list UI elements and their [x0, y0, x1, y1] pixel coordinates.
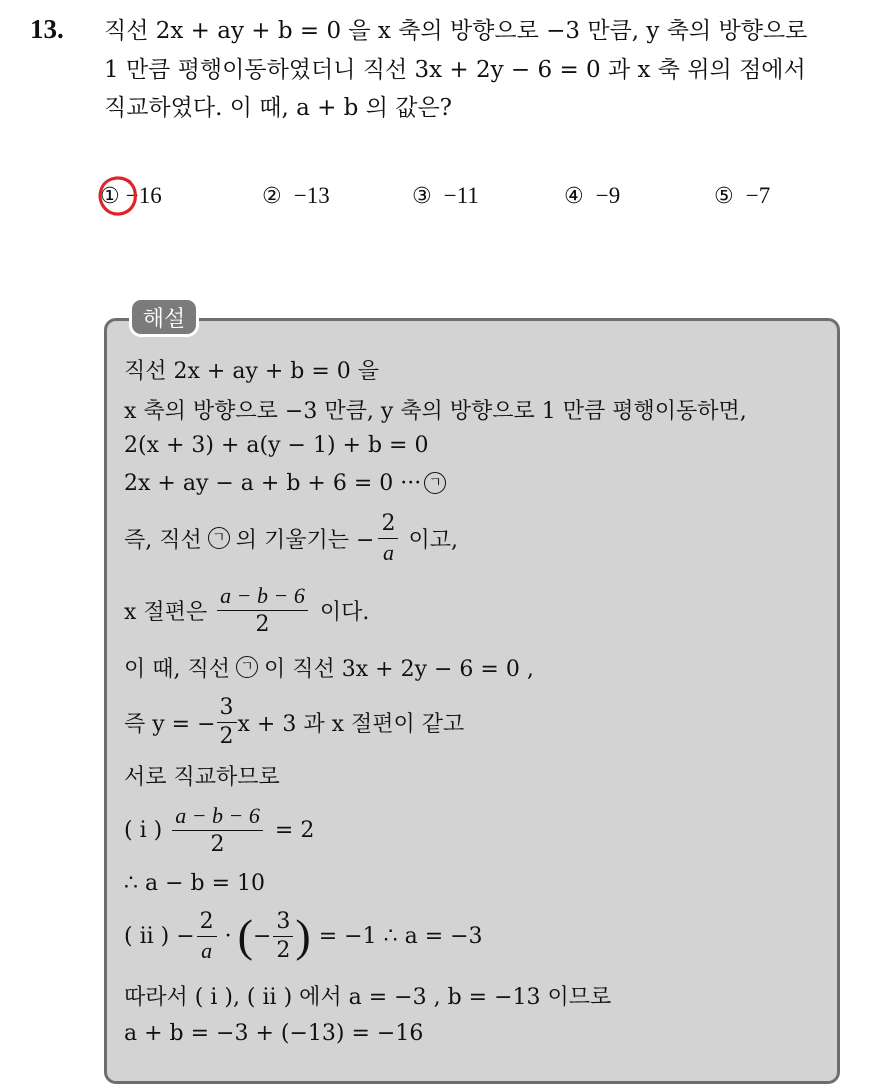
fraction-numerator: 2 [197, 910, 217, 936]
fraction-condition-i [172, 804, 263, 855]
fraction-numerator: 2 [378, 512, 398, 538]
solution-line-3: 2(x + 3) + a(y − 1) + b = 0 [124, 432, 429, 458]
solution-line-5 [124, 508, 458, 568]
solution-line-6-pre: x 절편은 [124, 599, 208, 625]
solution-line-1: 직선 2x + ay + b = 0 을 [124, 358, 380, 384]
question-line-3: 직교하였다. 이 때, a + b 의 값은? [104, 95, 453, 121]
choice-1[interactable] [100, 178, 162, 214]
choice-2[interactable] [262, 178, 330, 214]
choice-2-marker: ② [262, 183, 282, 209]
solution-line-10 [124, 800, 314, 860]
solution-line-13: 따라서 ( i ), ( ii ) 에서 a = −3 , b = −13 이므로 [124, 984, 612, 1010]
circle-giyeok-label: ㄱ [424, 472, 446, 494]
solution-line-12-post: = −1 ∴ a = −3 [318, 923, 483, 949]
choice-4-marker: ④ [564, 183, 584, 209]
fraction-denominator: a [382, 539, 394, 565]
choice-2-value: −13 [293, 183, 330, 208]
solution-line-7-post: 이 직선 3x + 2y − 6 = 0 , [264, 656, 534, 682]
fraction-3-over-2 [217, 696, 237, 747]
answer-choices [100, 178, 800, 218]
choice-5-marker: ⑤ [714, 183, 734, 209]
dot-operator: · [224, 923, 232, 949]
left-paren: ( [237, 910, 253, 961]
choice-5[interactable] [714, 178, 770, 214]
fraction-numerator: a − b − 6 [217, 584, 308, 610]
solution-line-4 [124, 466, 449, 500]
question-line-2: 1 만큼 평행이동하였더니 직선 3x + 2y − 6 = 0 과 x 축 위의 점에서 [104, 57, 806, 83]
solution-line-6 [124, 580, 369, 640]
solution-line-2: x 축의 방향으로 −3 만큼, y 축의 방향으로 1 만큼 평행이동하면, [124, 398, 747, 424]
minus-sign: − [252, 923, 272, 949]
solution-line-7 [124, 650, 534, 684]
choice-4[interactable] [564, 178, 620, 214]
solution-line-4-text: 2x + ay − a + b + 6 = 0 ··· [124, 470, 422, 496]
choice-3[interactable] [412, 178, 479, 214]
solution-line-7-pre: 이 때, 직선 [124, 656, 230, 682]
fraction-x-intercept [217, 584, 308, 635]
question-line-1: 직선 2x + ay + b = 0 을 x 축의 방향으로 −3 만큼, y 축의 방향으로 [104, 18, 808, 44]
solution-line-5-mid: 의 기울기는 − [235, 527, 375, 553]
solution-line-10-pre: ( i ) [124, 817, 163, 843]
fraction-denominator: 2 [219, 723, 234, 749]
fraction-2-over-a [197, 910, 217, 961]
choice-3-value: −11 [443, 183, 479, 208]
fraction-denominator: 2 [276, 937, 291, 963]
fraction-numerator: 3 [273, 910, 293, 936]
fraction-denominator: 2 [255, 611, 270, 637]
solution-line-5-post: 이고, [408, 527, 458, 553]
fraction-denominator: 2 [210, 831, 225, 857]
choice-1-value: −16 [125, 183, 162, 208]
solution-line-10-post: = 2 [274, 817, 315, 843]
solution-line-12-pre: ( ii ) − [124, 923, 195, 949]
circle-giyeok-label: ㄱ [236, 656, 258, 678]
solution-line-5-pre: 즉, 직선 [124, 527, 202, 553]
solution-line-9: 서로 직교하므로 [124, 764, 280, 790]
solution-line-14: a + b = −3 + (−13) = −16 [124, 1020, 424, 1046]
question-number: 13. [30, 14, 64, 44]
solution-line-8 [124, 692, 464, 752]
solution-line-6-post: 이다. [319, 599, 370, 625]
solution-line-8-post: x + 3 과 x 절편이 같고 [237, 711, 465, 737]
solution-tag: 해설 [129, 297, 199, 337]
choice-5-value: −7 [745, 183, 771, 208]
solution-line-11: ∴ a − b = 10 [124, 870, 266, 896]
right-paren: ) [295, 910, 311, 961]
fraction-2-over-a [378, 512, 398, 563]
fraction-numerator: 3 [217, 696, 237, 722]
solution-line-12 [124, 906, 483, 966]
circle-giyeok-label: ㄱ [208, 527, 230, 549]
fraction-3-over-2 [273, 910, 293, 961]
fraction-numerator: a − b − 6 [172, 804, 263, 830]
choice-4-value: −9 [595, 183, 621, 208]
choice-3-marker: ③ [412, 183, 432, 209]
choice-1-marker: ① [100, 183, 120, 209]
fraction-denominator: a [201, 937, 213, 963]
solution-line-8-pre: 즉 y = − [124, 711, 216, 737]
